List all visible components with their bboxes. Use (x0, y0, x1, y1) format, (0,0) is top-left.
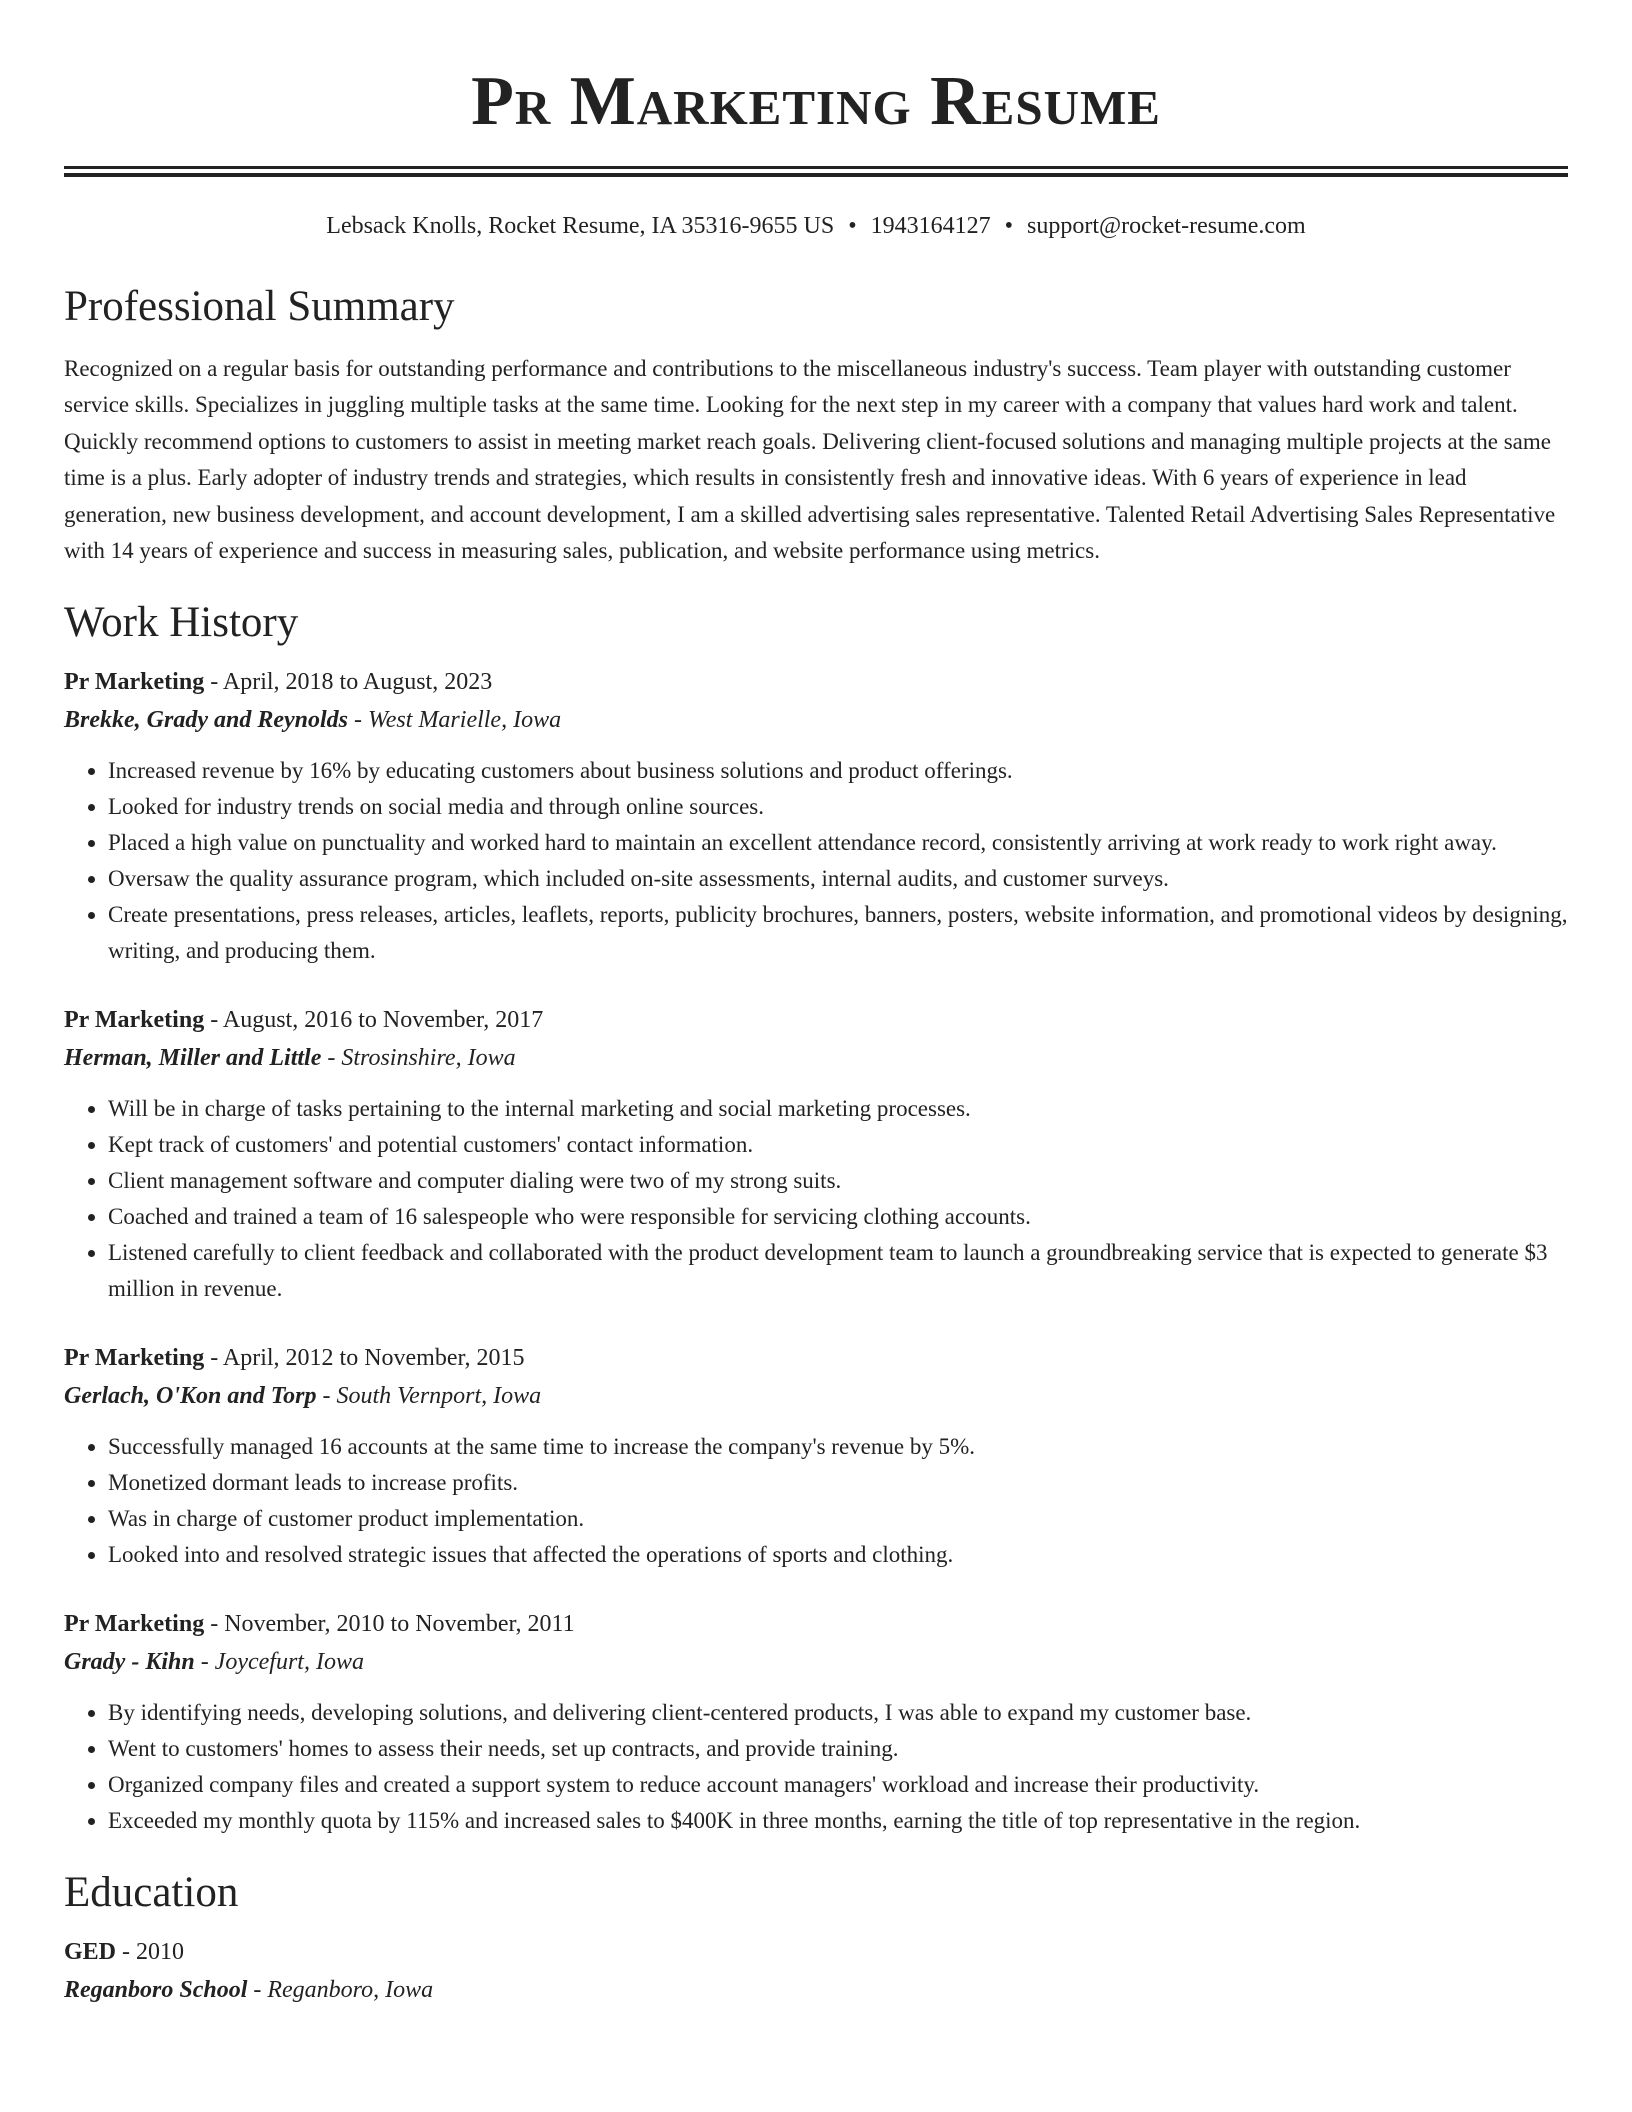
job-position: Pr Marketing (64, 1007, 205, 1034)
job-bullet: • Kept track of customers' and potential customers' contact information. (108, 1127, 1568, 1163)
job-bullet: • Successfully managed 16 accounts at the same time to increase the company's revenue by 5%. (108, 1429, 1568, 1465)
summary-text: Recognized on a regular basis for outstanding performance and contributions to the miscellaneous industry's success. Team player with outstanding customer service skills. Specializes in juggling multiple tasks at the same time. Looking for the next step in my career with a company that values hard work and talent. Quickly recommend options to customers to assist in meeting market reach goals. Delivering client-focused solutions and managing multiple projects at the same time is a plus. Early adopter of industry trends and strategies, which results in consistently fresh and innovative ideas. With 6 years of experience in lead generation, new business development, and account development, I am a skilled advertising sales representative. Talented Retail Advertising Sales Representative with 14 years of experience and success in measuring sales, publication, and website performance using metrics. (64, 356, 1556, 564)
job-bullet: • Coached and trained a team of 16 salespeople who were responsible for servicing clothing accounts. (108, 1199, 1568, 1235)
job-bullet: • Looked into and resolved strategic issues that affected the operations of sports and clothing. (108, 1537, 1568, 1573)
job-bullets (64, 1091, 1568, 1307)
education-heading: Education (64, 1869, 239, 1917)
job-bullets (64, 1429, 1568, 1573)
job-bullet: • Monetized dormant leads to increase profits. (108, 1465, 1568, 1501)
job-employer (64, 1377, 1568, 1415)
education-location: - Reganboro, Iowa (247, 1977, 434, 2004)
job-bullet: • Organized company files and created a support system to reduce account managers' workload and increase their productivity. (108, 1767, 1568, 1803)
job-position: Pr Marketing (64, 669, 205, 696)
job-bullet: • Placed a high value on punctuality and worked hard to maintain an excellent attendance record, consistently arriving at work ready to work right away. (108, 825, 1568, 861)
job-location: - West Marielle, Iowa (348, 707, 562, 734)
job-bullet: • Create presentations, press releases, articles, leaflets, reports, publicity brochures, banners, posters, website information, and promotional videos by designing, writing, and producing them. (108, 897, 1568, 969)
summary-section (64, 281, 1568, 569)
job-bullet: • By identifying needs, developing solutions, and delivering client-centered products, I was able to expand my customer base. (108, 1695, 1568, 1731)
title-divider (64, 166, 1568, 177)
job-employer (64, 1039, 1568, 1077)
education-year: - 2010 (116, 1939, 185, 1966)
education-header (64, 1933, 1568, 1971)
job-location: - South Vernport, Iowa (316, 1383, 542, 1410)
contact-address: Lebsack Knolls, Rocket Resume, IA 35316-9655 US (326, 213, 835, 239)
job-employer (64, 701, 1568, 739)
job-position: Pr Marketing (64, 1345, 205, 1372)
job-bullet: • Looked for industry trends on social media and through online sources. (108, 789, 1568, 825)
job-bullet: • Exceeded my monthly quota by 115% and increased sales to $400K in three months, earning the title of top representative in the region. (108, 1803, 1568, 1839)
job-header (64, 663, 1568, 701)
summary-heading: Professional Summary (64, 283, 455, 330)
contact-line (64, 209, 1568, 243)
job-employer (64, 1643, 1568, 1681)
job-bullets (64, 753, 1568, 969)
work-history-heading: Work History (64, 599, 299, 647)
job-position: Pr Marketing (64, 1611, 205, 1638)
job-dates: - November, 2010 to November, 2011 (204, 1611, 575, 1638)
contact-email: support@rocket-resume.com (1027, 213, 1306, 239)
education-degree: GED (64, 1939, 117, 1966)
job-bullet: • Listened carefully to client feedback and collaborated with the product development team to launch a groundbreaking service that is expected to generate $3 million in revenue. (108, 1235, 1568, 1307)
contact-phone: 1943164127 (870, 213, 991, 239)
job-company: Herman, Miller and Little (64, 1045, 322, 1072)
education-section (64, 1867, 1568, 2009)
job-header (64, 1001, 1568, 1039)
job-dates: - August, 2016 to November, 2017 (204, 1007, 544, 1034)
contact-separator: • (1004, 213, 1014, 239)
resume-title: Pr Marketing Resume (471, 63, 1161, 140)
job-bullet: • Oversaw the quality assurance program, which included on-site assessments, internal audits, and customer surveys. (108, 861, 1568, 897)
job-location: - Joycefurt, Iowa (194, 1649, 364, 1676)
job-dates: - April, 2018 to August, 2023 (204, 669, 493, 696)
job-company: Grady - Kihn (64, 1649, 195, 1676)
contact-separator: • (848, 213, 857, 239)
job-company: Brekke, Grady and Reynolds (64, 707, 348, 734)
job-location: - Strosinshire, Iowa (321, 1045, 516, 1072)
job-bullet: • Went to customers' homes to assess their needs, set up contracts, and provide training. (108, 1731, 1568, 1767)
job-dates: - April, 2012 to November, 2015 (204, 1345, 525, 1372)
job-bullet: • Was in charge of customer product implementation. (108, 1501, 1568, 1537)
job-entry (64, 1605, 1568, 1839)
work-history-section (64, 597, 1568, 1839)
resume-page (64, 0, 1568, 2009)
job-bullets (64, 1695, 1568, 1839)
job-company: Gerlach, O'Kon and Torp (64, 1383, 317, 1410)
job-header (64, 1339, 1568, 1377)
job-header (64, 1605, 1568, 1643)
job-bullet: • Increased revenue by 16% by educating customers about business solutions and product offerings. (108, 753, 1568, 789)
job-entry (64, 1001, 1568, 1307)
job-entry (64, 663, 1568, 969)
education-institution (64, 1971, 1568, 2009)
job-entry (64, 1339, 1568, 1573)
job-bullet: • Client management software and computer dialing were two of my strong suits. (108, 1163, 1568, 1199)
job-bullet: • Will be in charge of tasks pertaining to the internal marketing and social marketing processes. (108, 1091, 1568, 1127)
education-school: Reganboro School (64, 1977, 248, 2004)
